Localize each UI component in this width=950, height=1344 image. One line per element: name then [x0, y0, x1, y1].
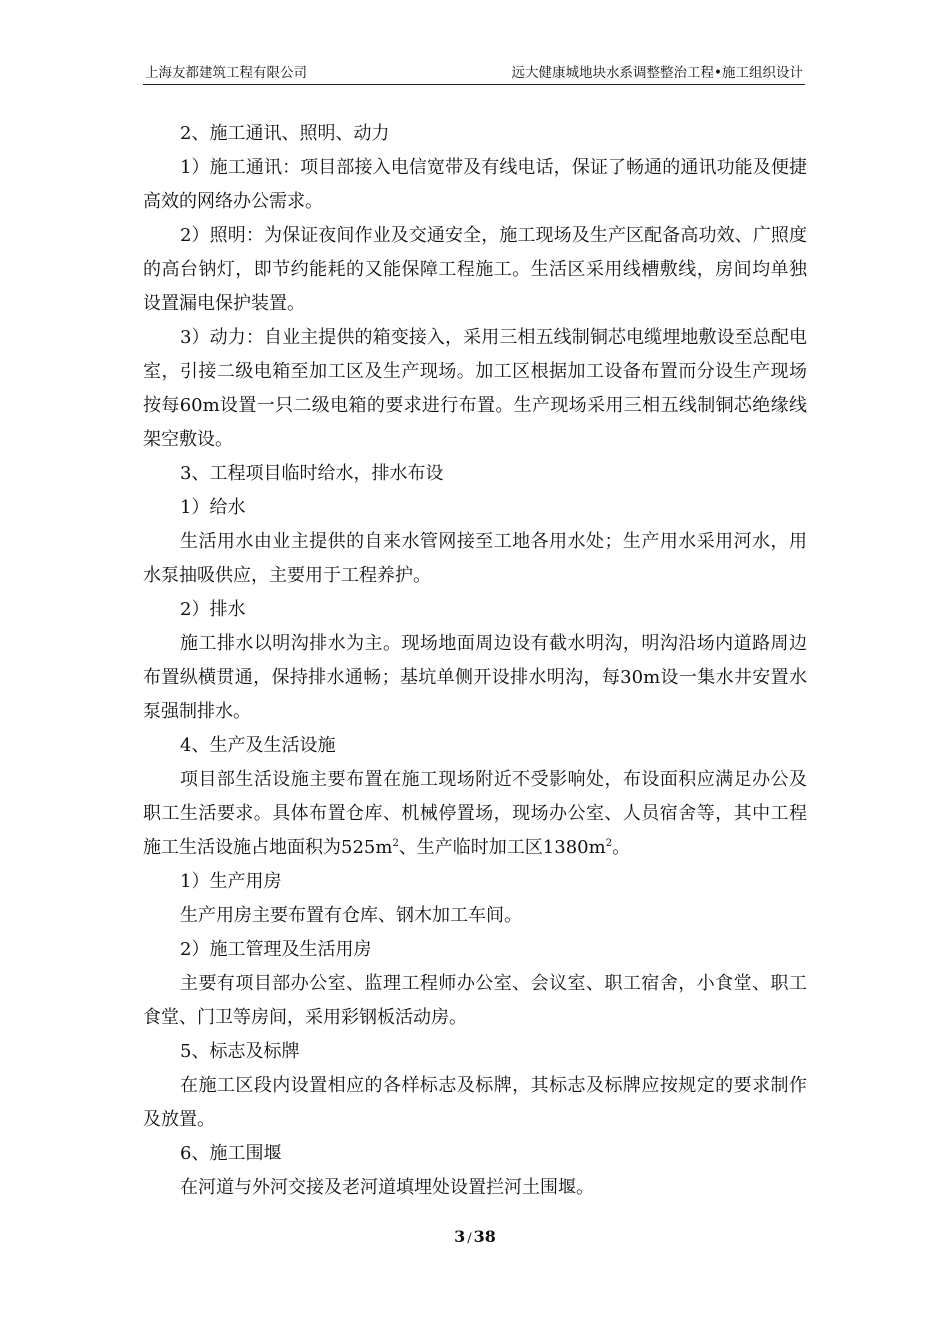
paragraph-facilities — [143, 763, 807, 865]
page-footer — [0, 1226, 950, 1250]
superscript-squared: 2 — [605, 838, 613, 849]
section-heading-cofferdam: 6、施工围堰 — [180, 1143, 282, 1164]
section-heading-signs: 5、标志及标牌 — [180, 1041, 300, 1062]
page-total: 38 — [473, 1227, 496, 1246]
header-company: 上海友都建筑工程有限公司 — [145, 65, 307, 81]
facilities-text-c: 。 — [612, 837, 631, 858]
subheading-production-buildings: 1）生产用房 — [180, 871, 282, 892]
page-number: 3 — [454, 1227, 466, 1246]
superscript-squared: 2 — [392, 838, 399, 849]
page-header — [143, 64, 805, 85]
facilities-text-b: 、生产临时加工区1380m — [398, 837, 606, 858]
paragraph-production-buildings: 生产用房主要布置有仓库、钢木加工车间。 — [180, 905, 522, 926]
paragraph-signs: 在施工区段内设置相应的各样标志及标牌，其标志及标牌应按规定的要求制作及放置。 — [143, 1075, 807, 1130]
section-heading-facilities: 4、生产及生活设施 — [180, 735, 336, 756]
page-separator: / — [467, 1231, 472, 1246]
paragraph-cofferdam: 在河道与外河交接及老河道填埋处设置拦河土围堰。 — [180, 1177, 594, 1198]
paragraph-power: 3）动力：自业主提供的箱变接入，采用三相五线制铜芯电缆埋地敷设至总配电室，引接二级电箱至加工区及生产现场。加工区根据加工设备布置而分设生产现场按每60m设置一只二级电箱的要求进行布置。生产现场采用三相五线制铜芯绝缘线架空敷设。 — [143, 327, 807, 450]
paragraph-lighting: 2）照明：为保证夜间作业及交通安全，施工现场及生产区配备高功效、广照度的高台钠灯，即节约能耗的又能保障工程施工。生活区采用线槽敷线，房间均单独设置漏电保护装置。 — [143, 225, 807, 314]
document-body — [143, 117, 807, 1205]
section-heading-communication: 2、施工通讯、照明、动力 — [180, 123, 390, 144]
header-document-title: 远大健康城地块水系调整整治工程•施工组织设计 — [511, 65, 803, 81]
paragraph-management-buildings: 主要有项目部办公室、监理工程师办公室、会议室、职工宿舍，小食堂、职工食堂、门卫等房间，采用彩钢板活动房。 — [143, 973, 807, 1028]
subheading-management-buildings: 2）施工管理及生活用房 — [180, 939, 372, 960]
section-heading-water: 3、工程项目临时给水，排水布设 — [180, 463, 444, 484]
paragraph-water-supply: 生活用水由业主提供的自来水管网接至工地各用水处；生产用水采用河水，用水泵抽吸供应，主要用于工程养护。 — [143, 531, 807, 586]
paragraph-drainage: 施工排水以明沟排水为主。现场地面周边设有截水明沟，明沟沿场内道路周边布置纵横贯通，保持排水通畅；基坑单侧开设排水明沟，每30m设一集水井安置水泵强制排水。 — [143, 633, 807, 722]
subheading-drainage: 2）排水 — [180, 599, 246, 620]
facilities-text-a: 项目部生活设施主要布置在施工现场附近不受影响处，布设面积应满足办公及职工生活要求。具体布置仓库、机械停置场，现场办公室、人员宿舍等，其中工程施工生活设施占地面积为525m — [143, 769, 807, 858]
paragraph-communication: 1）施工通讯：项目部接入电信宽带及有线电话，保证了畅通的通讯功能及便捷高效的网络办公需求。 — [143, 157, 807, 212]
subheading-water-supply: 1）给水 — [180, 497, 246, 518]
